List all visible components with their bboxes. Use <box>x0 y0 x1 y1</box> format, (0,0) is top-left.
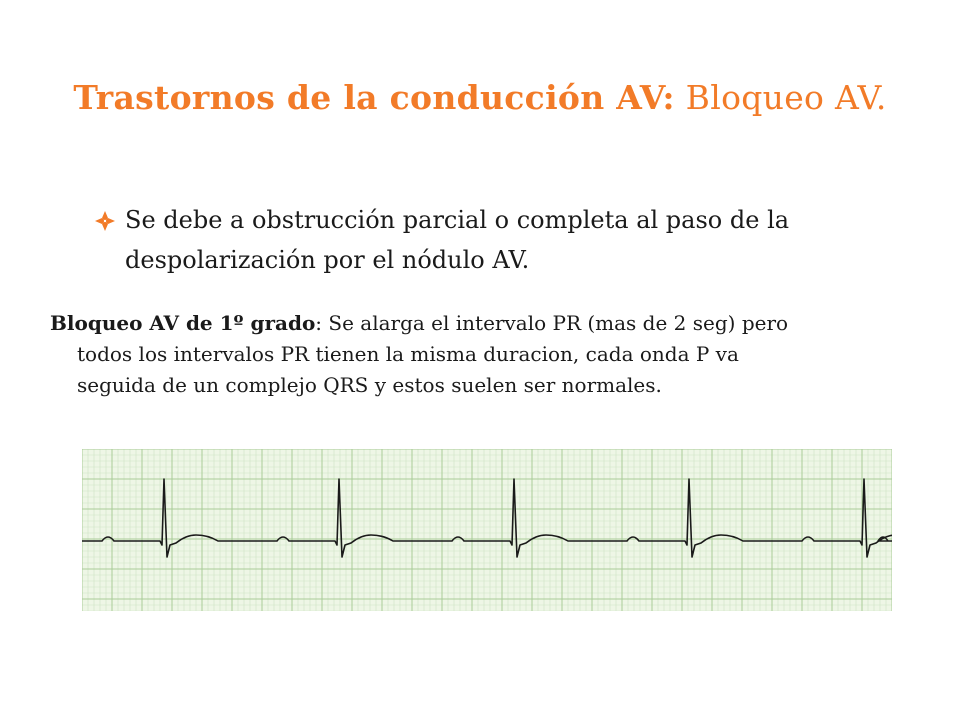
para-line-1 <box>50 308 870 339</box>
para-line-1-text: : Se alarga el intervalo PR (mas de 2 seg) pero <box>315 311 789 335</box>
para-line-2: todos los intervalos PR tienen la misma duracion, cada onda P va <box>77 342 739 366</box>
title-sub: Bloqueo AV. <box>674 78 887 117</box>
para-heading: Bloqueo AV de 1º grado <box>50 311 316 335</box>
ecg-trace-image <box>82 449 892 611</box>
first-degree-description <box>50 308 870 401</box>
bullet-text: Se debe a obstrucción parcial o completa al paso de la despolarización por el nódulo AV. <box>125 206 790 274</box>
ecg-strip <box>82 449 892 611</box>
bullet-point <box>95 200 875 280</box>
slide-title <box>0 78 960 117</box>
title-main: Trastornos de la conducción AV: <box>73 78 675 117</box>
para-line-3: seguida de un complejo QRS y estos suelen ser normales. <box>77 373 662 397</box>
diamond-bullet-icon <box>95 211 115 231</box>
